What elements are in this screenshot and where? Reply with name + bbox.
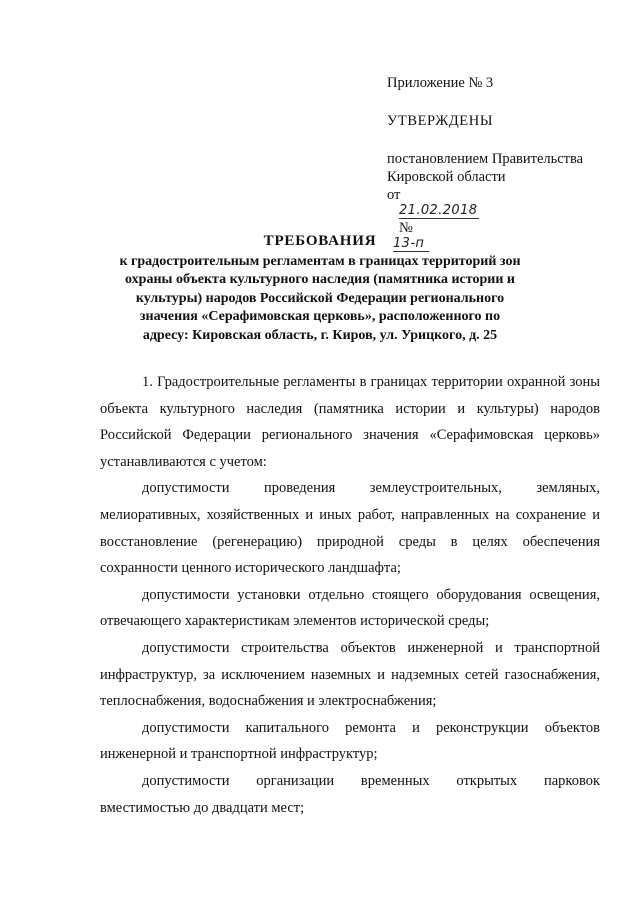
document-body (100, 369, 600, 821)
body-paragraph: 1. Градостроительные регламенты в границах территории охранной зоны объекта культурного наследия (памятника истории и культуры) народов Российской Федерации регионального значения «Серафимовская церковь» устанавливаются с учетом: (100, 374, 600, 470)
approved-label: УТВЕРЖДЕНЫ (387, 113, 494, 129)
body-paragraph: допустимости строительства объектов инженерной и транспортной инфраструктур, за исключением наземных и надземных сетей газоснабжения, теплоснабжения, водоснабжения и электроснабжения; (100, 639, 600, 710)
body-paragraph: допустимости проведения землеустроительных, земляных, мелиоративных, хозяйственных и иных работ, направленных на сохранение и восстановление (регенерацию) природной среды в целях обеспечения сохранности ценного исторического ландшафта; (100, 480, 600, 577)
handwritten-number: 13-п (393, 237, 429, 252)
decree-line-2: Кировской области (387, 169, 506, 185)
number-label: № (399, 220, 413, 236)
title-line: значения «Серафимовская церковь», расположенного по (139, 309, 501, 324)
body-paragraph: допустимости установки отдельно стоящего оборудования освещения, отвечающего характеристикам элементов исторической среды; (100, 586, 600, 630)
approval-block (387, 74, 627, 252)
title-heading: ТРЕБОВАНИЯ (263, 233, 377, 249)
title-line: адресу: Кировская область, г. Киров, ул. Урицкого, д. 25 (142, 327, 498, 343)
from-label: от (387, 187, 401, 203)
title-line: к градостроительным регламентам в границах территорий зон (119, 253, 521, 269)
decree-line-1: постановлением Правительства (387, 151, 584, 167)
title-line: охраны объекта культурного наследия (памятника истории и (125, 272, 515, 287)
body-paragraph: допустимости капитального ремонта и реконструкции объектов инженерной и транспортной инфраструктур; (100, 719, 600, 763)
body-paragraph: допустимости организации временных открытых парковок вместимостью до двадцати мест; (100, 772, 600, 816)
document-title (80, 232, 560, 345)
title-line: культуры) народов Российской Федерации регионального (135, 290, 505, 306)
appendix-number: Приложение № 3 (387, 75, 494, 91)
handwritten-date: 21.02.2018 (399, 203, 478, 218)
